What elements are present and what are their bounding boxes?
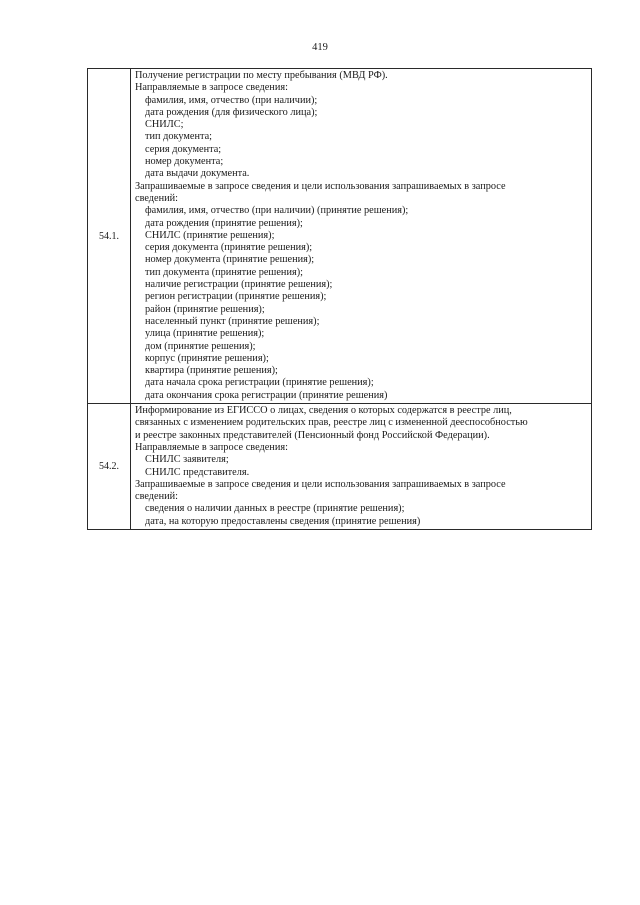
table-row — [88, 404, 592, 530]
content-line: регион регистрации (принятие решения); — [145, 291, 327, 303]
content-line: наличие регистрации (принятие решения); — [145, 279, 333, 291]
content-line: серия документа (принятие решения); — [145, 242, 313, 254]
content-line: Информирование из ЕГИССО о лицах, сведения о которых содержатся в реестре лиц, — [135, 405, 512, 417]
content-line: сведений: — [135, 192, 179, 204]
row-number-cell: 54.1. — [88, 69, 131, 404]
table-body — [88, 69, 592, 530]
content-line: дата выдачи документа. — [145, 168, 250, 180]
content-line: Направляемые в запросе сведения: — [135, 82, 288, 94]
content-line: квартира (принятие решения); — [145, 365, 278, 377]
content-line: дом (принятие решения); — [145, 340, 256, 352]
content-line: сведения о наличии данных в реестре (принятие решения); — [145, 503, 405, 515]
content-line: СНИЛС представителя. — [145, 466, 250, 478]
row-content-cell — [131, 69, 592, 404]
content-line: улица (принятие решения); — [145, 328, 265, 340]
content-line: корпус (принятие решения); — [145, 352, 269, 364]
content-line: СНИЛС (принятие решения); — [145, 229, 275, 241]
content-line: дата начала срока регистрации (принятие решения); — [145, 377, 374, 389]
content-line: Запрашиваемые в запросе сведения и цели использования запрашиваемых в запросе — [135, 180, 506, 192]
content-line: номер документа; — [145, 156, 224, 168]
content-line: тип документа (принятие решения); — [145, 266, 303, 278]
content-line: фамилия, имя, отчество (при наличии) (принятие решения); — [145, 205, 409, 217]
content-line: СНИЛС; — [145, 119, 184, 131]
row-content-cell — [131, 404, 592, 530]
content-line: дата окончания срока регистрации (принятие решения) — [145, 389, 388, 401]
content-line: дата рождения (принятие решения); — [145, 217, 303, 229]
content-line: Направляемые в запросе сведения: — [135, 441, 288, 453]
row-number-cell: 54.2. — [88, 404, 131, 530]
content-line: дата, на которую предоставлены сведения (принятие решения) — [145, 515, 421, 527]
content-line: фамилия, имя, отчество (при наличии); — [145, 94, 318, 106]
services-table — [87, 68, 592, 530]
content-line: СНИЛС заявителя; — [145, 454, 229, 466]
content-line: серия документа; — [145, 143, 222, 155]
page-number: 419 — [312, 42, 328, 53]
content-line: сведений: — [135, 491, 179, 503]
content-line: связанных с изменением родительских прав, реестре лиц с измененной дееспособностью — [135, 417, 528, 429]
content-line: Запрашиваемые в запросе сведения и цели использования запрашиваемых в запросе — [135, 478, 506, 490]
content-line: тип документа; — [145, 131, 213, 143]
content-line: и реестре законных представителей (Пенсионный фонд Российской Федерации). — [135, 429, 490, 441]
content-line: населенный пункт (принятие решения); — [145, 315, 320, 327]
content-line: дата рождения (для физического лица); — [145, 106, 318, 118]
content-line: Получение регистрации по месту пребывания (МВД РФ). — [135, 70, 388, 81]
content-line: номер документа (принятие решения); — [145, 254, 315, 266]
content-line: район (принятие решения); — [145, 303, 265, 315]
table-row — [88, 69, 592, 404]
